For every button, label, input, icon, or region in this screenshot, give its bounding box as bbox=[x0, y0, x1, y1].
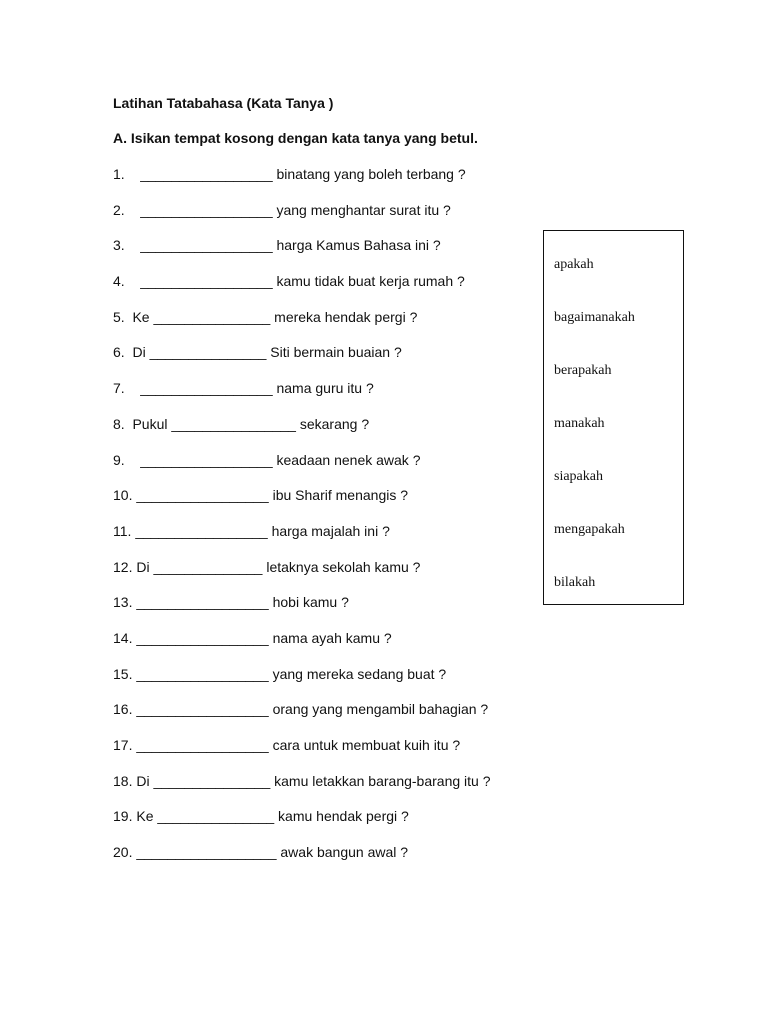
question-17: 17. _________________ cara untuk membuat kuih itu ? bbox=[113, 737, 461, 753]
word-bank-item: bilakah bbox=[554, 575, 596, 590]
worksheet-title: Latihan Tatabahasa (Kata Tanya ) bbox=[113, 95, 334, 111]
question-18: 18. Di _______________ kamu letakkan barang-barang itu ? bbox=[113, 772, 491, 789]
word-bank-item: manakah bbox=[554, 416, 605, 431]
question-15: 15. _________________ yang mereka sedang buat ? bbox=[113, 665, 447, 682]
question-4: 4. _________________ kamu tidak buat kerja rumah ? bbox=[113, 273, 465, 290]
question-12: 12. Di ______________ letaknya sekolah kamu ? bbox=[113, 558, 421, 575]
question-7: 7. _________________ nama guru itu ? bbox=[113, 380, 374, 397]
question-11: 11. _________________ harga majalah ini ? bbox=[113, 522, 390, 539]
question-5: 5. Ke _______________ mereka hendak pergi ? bbox=[113, 308, 418, 325]
word-bank-item: berapakah bbox=[554, 363, 612, 378]
section-a-instruction: A. Isikan tempat kosong dengan kata tanya yang betul. bbox=[113, 130, 478, 146]
question-8: 8. Pukul ________________ sekarang ? bbox=[113, 415, 370, 432]
question-16: 16. _________________ orang yang mengambil bahagian ? bbox=[113, 701, 489, 718]
question-2: 2. _________________ yang menghantar surat itu ? bbox=[113, 201, 451, 218]
question-list bbox=[113, 165, 491, 879]
question-3: 3. _________________ harga Kamus Bahasa ini ? bbox=[113, 237, 441, 254]
word-bank-item: siapakah bbox=[554, 469, 603, 484]
question-10: 10. _________________ ibu Sharif menangis ? bbox=[113, 487, 409, 504]
word-bank-item: apakah bbox=[554, 257, 594, 272]
question-6: 6. Di _______________ Siti bermain buaian ? bbox=[113, 344, 402, 361]
question-1: 1. _________________ binatang yang boleh terbang ? bbox=[113, 166, 466, 182]
word-bank-item: bagaimanakah bbox=[554, 310, 635, 325]
question-13: 13. _________________ hobi kamu ? bbox=[113, 594, 349, 611]
question-19: 19. Ke _______________ kamu hendak pergi ? bbox=[113, 808, 409, 825]
word-bank-box bbox=[543, 230, 684, 605]
question-14: 14. _________________ nama ayah kamu ? bbox=[113, 629, 392, 646]
question-20: 20. __________________ awak bangun awal ? bbox=[113, 844, 409, 861]
question-9: 9. _________________ keadaan nenek awak ? bbox=[113, 451, 421, 468]
word-bank-item: mengapakah bbox=[554, 522, 625, 537]
